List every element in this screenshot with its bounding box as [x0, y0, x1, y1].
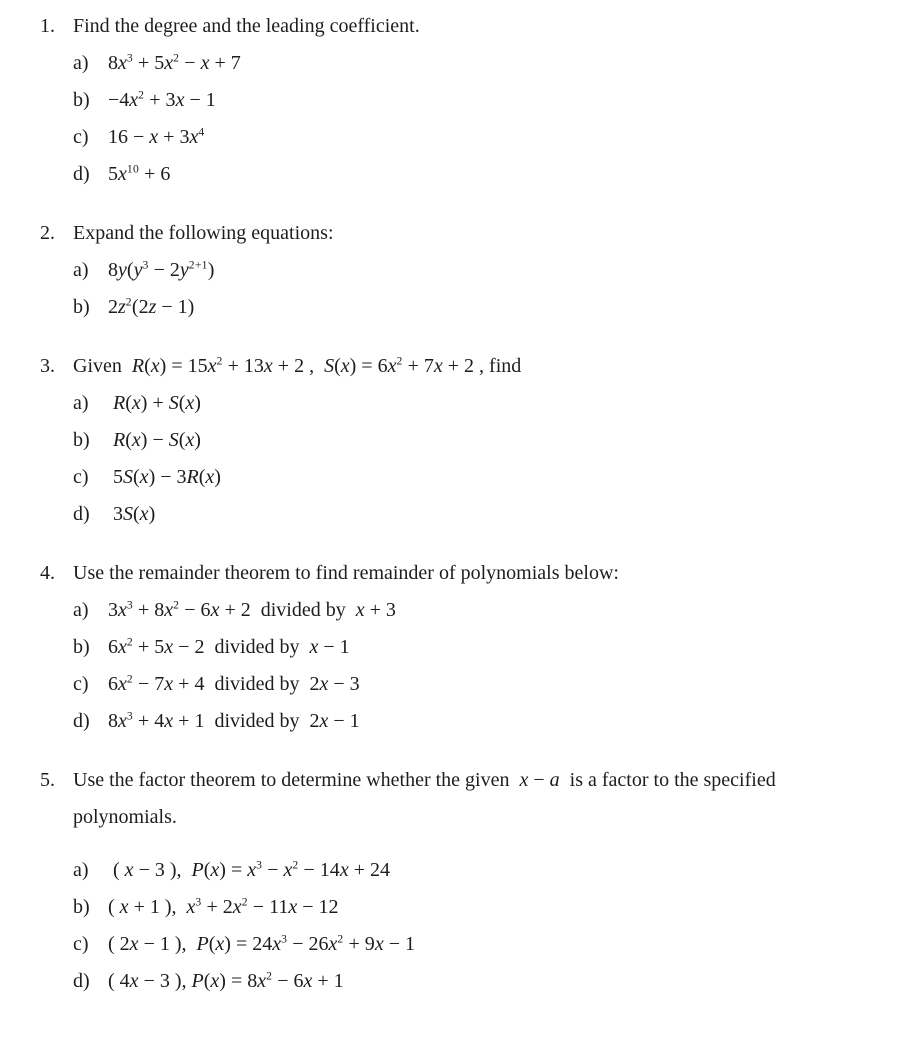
item-label: a) [73, 392, 89, 414]
problem-4 [40, 555, 908, 740]
problem-1 [40, 8, 908, 193]
problem-prompt: Expand the following equations: [73, 222, 334, 244]
item-expression: $3x^3 + 8x^2 - 6x + 2$ divided by x + 3 [108, 598, 396, 621]
problem-number: 1. [40, 15, 55, 37]
list-item [73, 459, 908, 496]
problem-prompt: Use the remainder theorem to find remainder of polynomials below: [73, 562, 619, 584]
item-label: c) [73, 933, 89, 955]
item-label: d) [73, 163, 90, 185]
problem-number: 3. [40, 355, 55, 377]
list-item [73, 496, 908, 533]
item-expression: ( 2x − 1 ), $P(x) = 24x^3 - 26x^2 + 9x - 1$ [108, 932, 415, 955]
list-item [73, 252, 908, 289]
list-item [73, 852, 908, 889]
item-label: b) [73, 89, 90, 111]
item-label: a) [73, 52, 89, 74]
problem-3 [40, 348, 908, 533]
item-expression: $-4x^2 + 3x - 1$ [108, 88, 216, 111]
problem-number: 5. [40, 769, 55, 791]
list-item [73, 963, 908, 1000]
list-item [73, 666, 908, 703]
item-label: b) [73, 296, 90, 318]
item-expression: $8x^3 + 5x^2 - x + 7$ [108, 51, 241, 74]
item-label: b) [73, 636, 90, 658]
list-item [73, 289, 908, 326]
item-label: d) [73, 503, 90, 525]
list-item [73, 385, 908, 422]
item-expression: $16 - x + 3x^4$ [108, 125, 205, 148]
item-label: c) [73, 126, 89, 148]
item-expression: $8x^3 + 4x + 1$ divided by 2x − 1 [108, 709, 360, 732]
item-expression: $2z^2(2z - 1)$ [108, 295, 195, 318]
list-item [73, 629, 908, 666]
problem-5 [40, 762, 908, 1000]
list-item [73, 156, 908, 193]
item-label: b) [73, 429, 90, 451]
list-item [73, 422, 908, 459]
problem-prompt: Use the factor theorem to determine whether the given x − a is a factor to the specified [73, 769, 776, 791]
list-item [73, 926, 908, 963]
item-expression: 3S(x) [108, 503, 156, 525]
item-label: c) [73, 673, 89, 695]
item-expression: R(x) − S(x) [113, 429, 201, 451]
item-label: a) [73, 599, 89, 621]
problem-items [73, 252, 908, 326]
item-expression: ( x − 3 ), $P(x) = x^3 - x^2 - 14x + 24$ [108, 858, 390, 881]
list-item [73, 45, 908, 82]
item-expression: $5x^{10} + 6$ [108, 162, 171, 185]
list-item [73, 592, 908, 629]
problem-prompt: Given $R(x) = 15x^2 + 13x + 2$ , $S(x) = 6x^2 + 7x + 2$ , find [73, 354, 522, 377]
item-label: d) [73, 970, 90, 992]
problem-items [73, 45, 908, 193]
problem-prompt-line2: polynomials. [73, 806, 177, 828]
problem-items [73, 385, 908, 533]
problem-number: 4. [40, 562, 55, 584]
item-expression: 5S(x) − 3R(x) [108, 466, 221, 488]
problem-number: 2. [40, 222, 55, 244]
problem-items [73, 852, 908, 1000]
item-expression: ( x + 1 ), $x^3 + 2x^2 - 11x - 12$ [108, 895, 339, 918]
item-label: a) [73, 259, 89, 281]
item-label: a) [73, 859, 89, 881]
problem-items [73, 592, 908, 740]
list-item [73, 703, 908, 740]
list-item [73, 889, 908, 926]
item-expression: R(x) + S(x) [113, 392, 201, 414]
problem-2 [40, 215, 908, 326]
list-item [73, 119, 908, 156]
problem-prompt: Find the degree and the leading coefficient. [73, 15, 420, 37]
item-label: b) [73, 896, 90, 918]
item-expression: $6x^2 - 7x + 4$ divided by 2x − 3 [108, 672, 360, 695]
item-expression: $8y(y^3 - 2y^{2+1})$ [108, 258, 215, 281]
item-expression: ( 4x − 3 ), $P(x) = 8x^2 - 6x + 1$ [108, 969, 344, 992]
item-expression: $6x^2 + 5x - 2$ divided by x − 1 [108, 635, 350, 658]
item-label: c) [73, 466, 89, 488]
item-label: d) [73, 710, 90, 732]
list-item [73, 82, 908, 119]
